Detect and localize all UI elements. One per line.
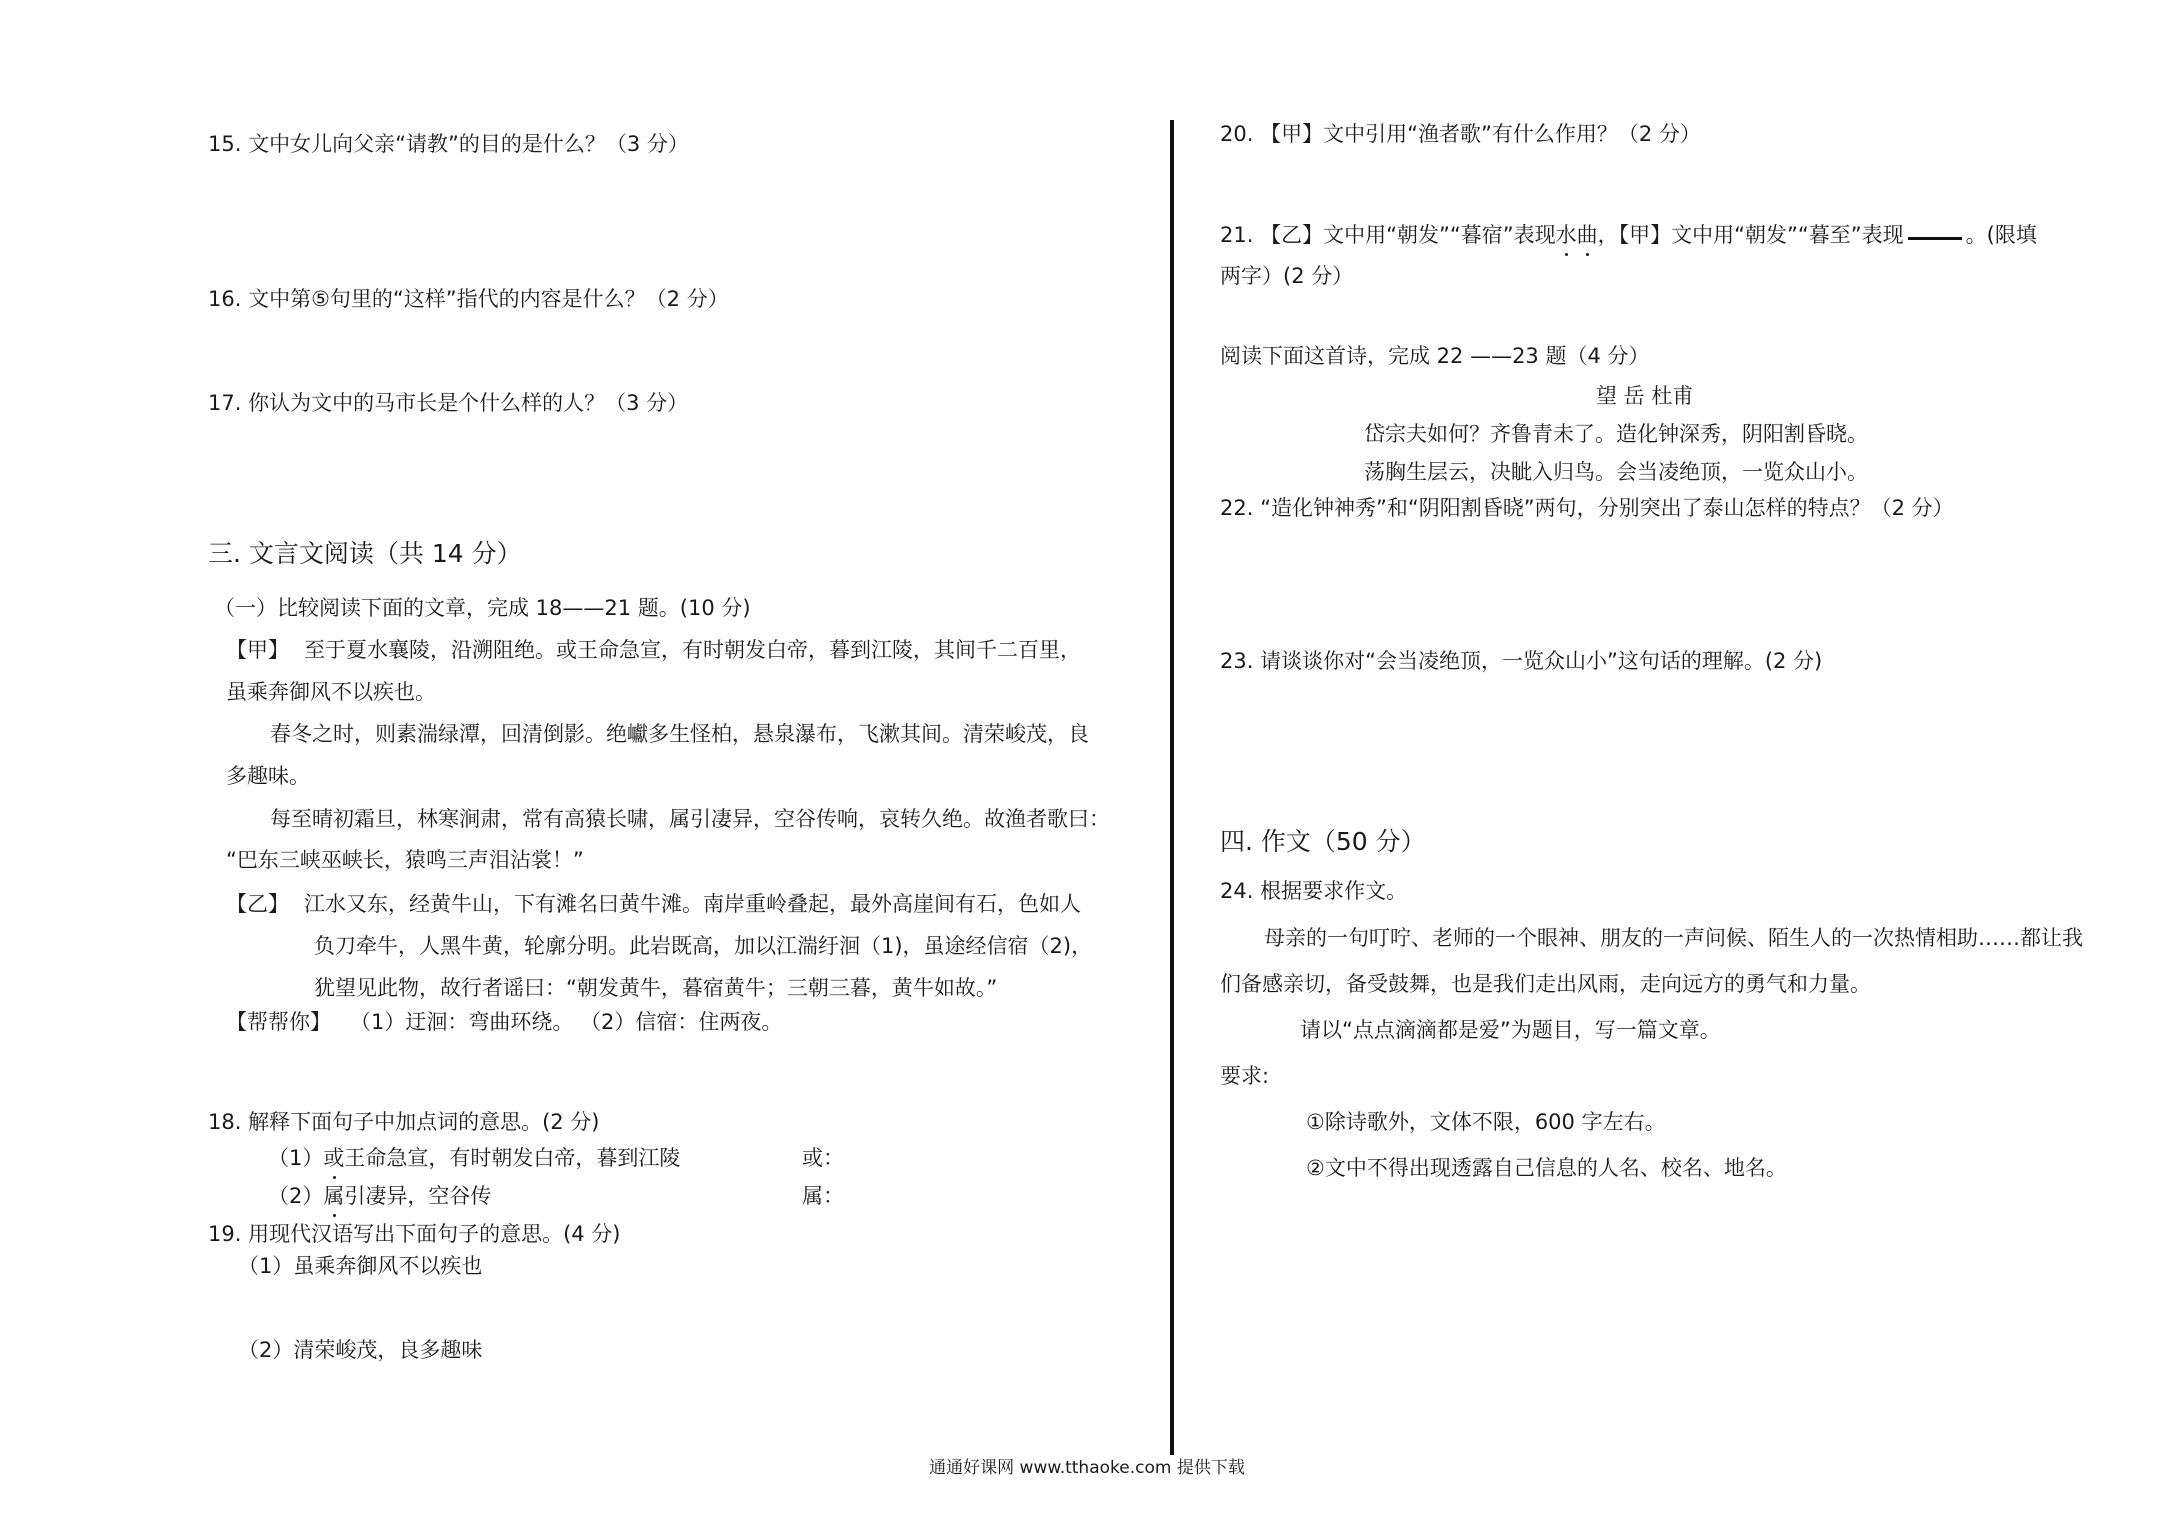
subsection-1-instruction: （一）比较阅读下面的文章，完成 18——21 题。(10 分) [214, 596, 751, 620]
passage-yi-line3: 犹望见此物，故行者谣曰：“朝发黄牛，暮宿黄牛；三朝三暮，黄牛如故。” [314, 976, 998, 1000]
q18-item2-prefix: （2） [268, 1184, 324, 1208]
column-divider [1170, 120, 1174, 1455]
passage-yi-line2: 负刀牵牛，人黑牛黄，轮廓分明。此岩既高，加以江湍纡洄（1)，虽途经信宿（2)， [314, 934, 1093, 958]
passage-jia-p3-line2: “巴东三峡巫峡长，猿鸣三声泪沾裳！” [226, 848, 584, 872]
question-15: 15. 文中女儿向父亲“请教”的目的是什么？（3 分） [208, 132, 689, 156]
q18-item2-answer-label: 属： [802, 1184, 844, 1208]
passage-yi-label: 【乙】 [226, 892, 289, 916]
q21-answer-blank[interactable] [1908, 237, 1962, 240]
passage-jia-p3-line1: 每至晴初霜旦，林寒涧肃，常有高猿长啸，属引凄异，空谷传响，哀转久绝。故渔者歌曰： [270, 807, 1110, 831]
question-17: 17. 你认为文中的马市长是个什么样的人？（3 分） [208, 391, 689, 415]
question-18-item-2 [268, 1182, 491, 1210]
q18-item1-sentence: 王命急宣，有时朝发白帝，暮到江陵 [344, 1146, 681, 1170]
passage-jia-p2-line1: 春冬之时，则素湍绿潭，回清倒影。绝巘多生怪柏，悬泉瀑布，飞漱其间。清荣峻茂，良 [270, 722, 1089, 746]
q18-item1-dotted-word: 或 [323, 1146, 345, 1170]
q18-item1-prefix: （1） [268, 1146, 324, 1170]
q18-item2-dotted-word: 属 [323, 1184, 345, 1208]
q21-text-part2: ，【甲】文中用“朝发”“暮至”表现 [1597, 223, 1904, 247]
q18-item1-answer-label: 或： [802, 1146, 844, 1170]
question-16: 16. 文中第⑤句里的“这样”指代的内容是什么？（2 分） [208, 287, 729, 311]
essay-prompt-line2: 们备感亲切，备受鼓舞，也是我们走出风雨，走向远方的勇气和力量。 [1220, 972, 1871, 996]
passage-jia-p1-line2: 虽乘奔御风不以疾也。 [226, 680, 436, 704]
question-19-item-1: （1）虽乘奔御风不以疾也 [238, 1254, 483, 1278]
question-21 [1220, 221, 2037, 249]
poem-line-2: 荡胸生层云，决眦入归鸟。会当凌绝顶，一览众山小。 [1364, 460, 1868, 484]
question-19-item-2: （2）清荣峻茂，良多趣味 [238, 1338, 483, 1362]
passage-yi-line1: 江水又东，经黄牛山，下有滩名曰黄牛滩。南岸重岭叠起，最外高崖间有石，色如人 [304, 892, 1081, 916]
question-20: 20. 【甲】文中引用“渔者歌”有什么作用？（2 分） [1220, 122, 1701, 146]
q21-dotted-word-2: 曲 [1576, 223, 1598, 247]
poem-title: 望 岳 杜甫 [1596, 384, 1694, 408]
question-22: 22. “造化钟神秀”和“阴阳割昏晓”两句，分别突出了泰山怎样的特点？（2 分） [1220, 496, 1954, 520]
poem-intro: 阅读下面这首诗，完成 22 ——23 题（4 分） [1220, 344, 1650, 368]
question-23: 23. 请谈谈你对“会当凌绝顶，一览众山小”这句话的理解。(2 分) [1220, 649, 1823, 673]
passage-jia-label: 【甲】 [226, 638, 289, 662]
question-18: 18. 解释下面句子中加点词的意思。(2 分) [208, 1110, 600, 1134]
essay-prompt-line3: 请以“点点滴滴都是爱”为题目，写一篇文章。 [1300, 1018, 1721, 1042]
question-18-item-1 [268, 1144, 680, 1172]
requirement-2: ②文中不得出现透露自己信息的人名、校名、地名。 [1306, 1156, 1787, 1180]
requirement-1: ①除诗歌外，文体不限，600 字左右。 [1306, 1110, 1666, 1134]
poem-line-1: 岱宗夫如何？齐鲁青未了。造化钟深秀，阴阳割昏晓。 [1364, 422, 1868, 446]
footer-source: 通通好课网 www.tthaoke.com 提供下载 [929, 1458, 1245, 1478]
passage-jia-p1-line1: 至于夏水襄陵，沿溯阻绝。或王命急宣，有时朝发白帝，暮到江陵，其间千二百里， [304, 638, 1081, 662]
question-19: 19. 用现代汉语写出下面句子的意思。(4 分) [208, 1222, 621, 1246]
essay-prompt-line1: 母亲的一句叮咛、老师的一个眼神、朋友的一声问候、陌生人的一次热情相助……都让我 [1264, 926, 2083, 950]
passage-jia-p2-line2: 多趣味。 [226, 764, 310, 788]
q18-item2-sentence: 引凄异，空谷传 [344, 1184, 492, 1208]
section-3-title: 三. 文言文阅读（共 14 分） [208, 539, 522, 568]
requirements-label: 要求: [1220, 1064, 1270, 1088]
help-notes: （1）迂洄：弯曲环绕。 （2）信宿：住两夜。 [350, 1010, 783, 1034]
question-21-line2: 两字）(2 分） [1220, 264, 1354, 288]
q21-text-part1: 21. 【乙】文中用“朝发”“暮宿”表现 [1220, 223, 1556, 247]
q21-text-part3: 。(限填 [1965, 223, 2037, 247]
section-4-title: 四. 作文（50 分） [1220, 827, 1426, 856]
q21-dotted-word-1: 水 [1555, 223, 1577, 247]
help-label: 【帮帮你】 [226, 1010, 331, 1034]
question-24: 24. 根据要求作文。 [1220, 879, 1408, 903]
